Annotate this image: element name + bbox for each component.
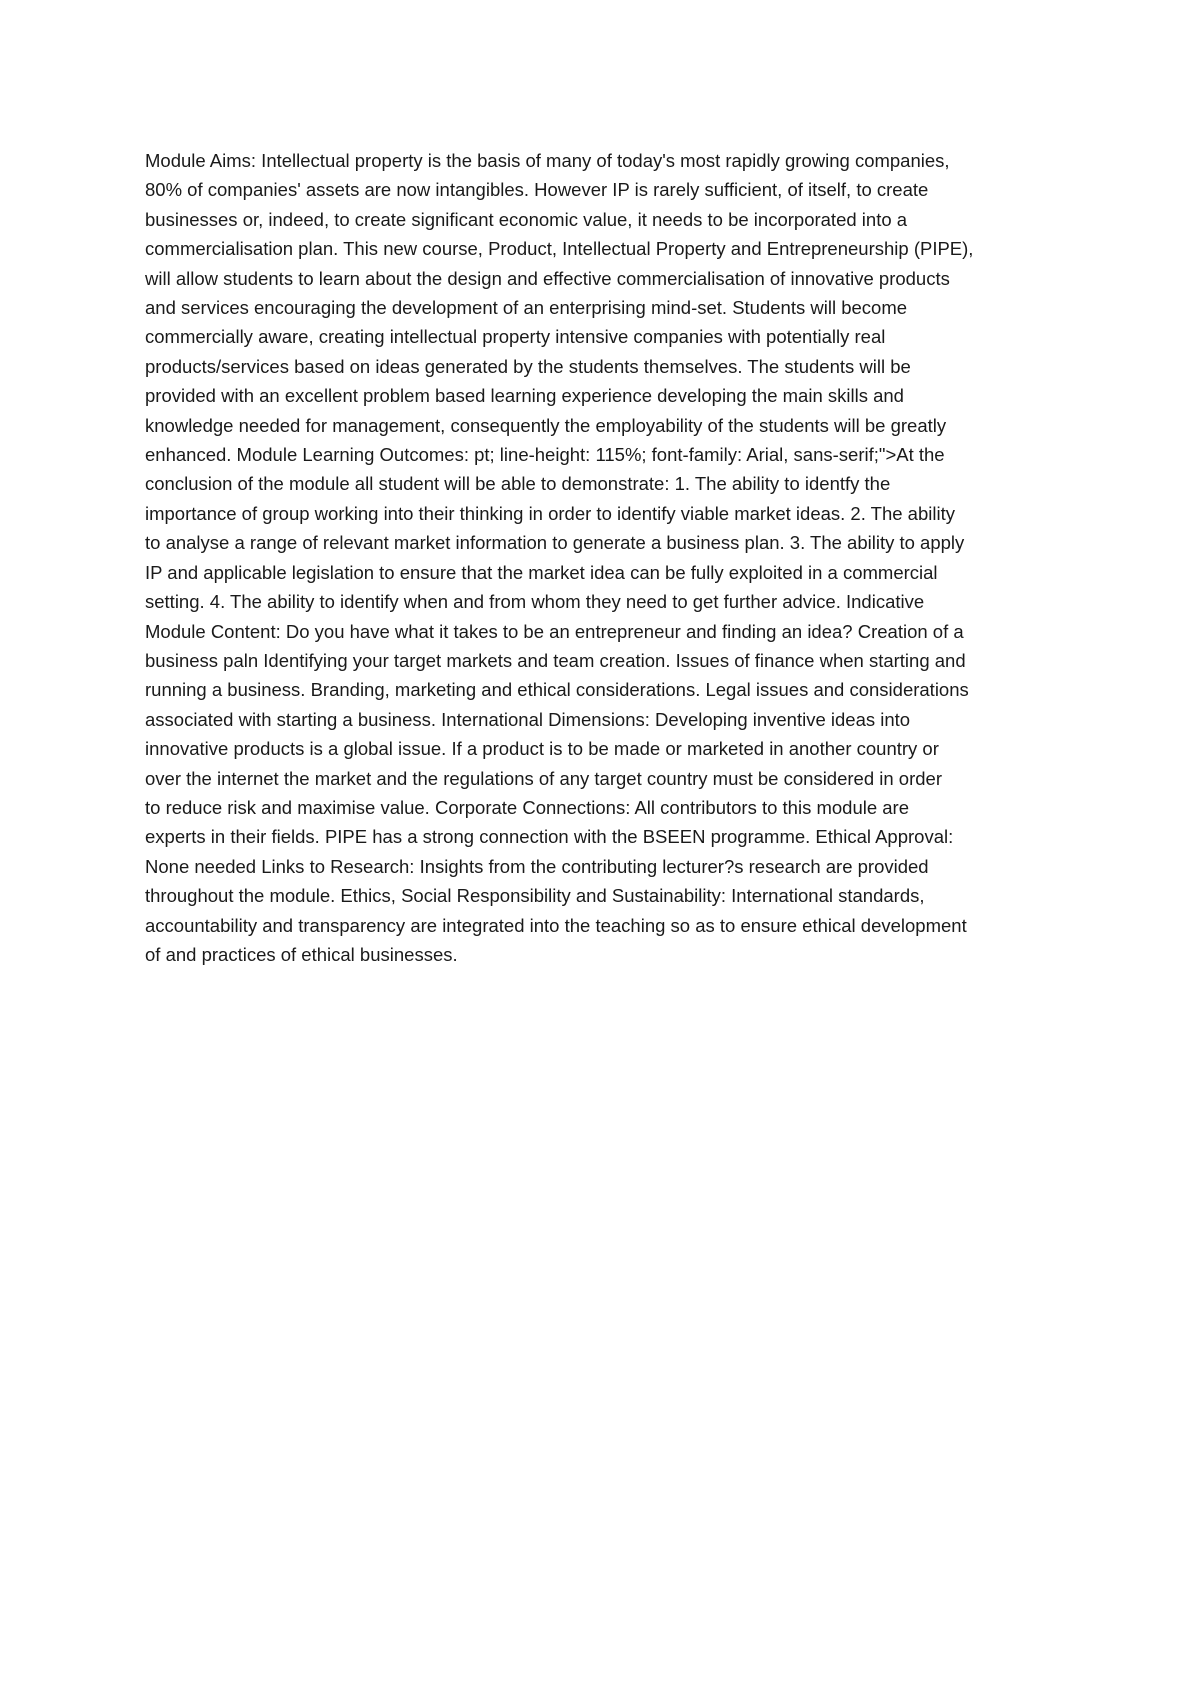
text-line: IP and applicable legislation to ensure that the market idea can be fully exploited in a commercial (145, 561, 938, 583)
text-line: associated with starting a business. International Dimensions: Developing inventive ideas into (145, 708, 911, 730)
text-line: experts in their fields. PIPE has a strong connection with the BSEEN programme. Ethical Approval: (145, 826, 954, 848)
text-line: accountability and transparency are integrated into the teaching so as to ensure ethical development (145, 914, 967, 936)
text-line: conclusion of the module all student will be able to demonstrate: 1. The ability to identfy the (145, 473, 891, 495)
text-line: knowledge needed for management, consequently the employability of the students will be greatly (145, 414, 947, 436)
text-line: innovative products is a global issue. If a product is to be made or marketed in another country or (145, 738, 939, 760)
text-line: provided with an excellent problem based learning experience developing the main skills and (145, 385, 904, 407)
text-line: commercially aware, creating intellectual property intensive companies with potentially real (145, 326, 886, 348)
text-line: to reduce risk and maximise value. Corporate Connections: All contributors to this module are (145, 796, 910, 818)
text-line: of and practices of ethical businesses. (145, 943, 458, 965)
text-line: businesses or, indeed, to create significant economic value, it needs to be incorporated into a (145, 208, 908, 230)
text-line: to analyse a range of relevant market information to generate a business plan. 3. The ability to apply (145, 532, 965, 554)
text-line: and services encouraging the development of an enterprising mind-set. Students will become (145, 297, 908, 319)
text-line: products/services based on ideas generated by the students themselves. The students will be (145, 355, 911, 377)
text-line: 80% of companies' assets are now intangibles. However IP is rarely sufficient, of itself, to create (145, 179, 929, 201)
text-line: enhanced. Module Learning Outcomes: pt; line-height: 115%; font-family: Arial, sans-serif;">At the (145, 444, 945, 466)
text-line: commercialisation plan. This new course, Product, Intellectual Property and Entrepreneurship (PIPE), (145, 238, 974, 260)
text-line: will allow students to learn about the design and effective commercialisation of innovative products (145, 267, 950, 289)
text-line: running a business. Branding, marketing and ethical considerations. Legal issues and considerations (145, 679, 969, 701)
text-line: business paln Identifying your target markets and team creation. Issues of finance when starting and (145, 649, 966, 671)
text-line: over the internet the market and the regulations of any target country must be considered in order (145, 767, 942, 789)
module-description-paragraph (145, 146, 1075, 969)
text-line: importance of group working into their thinking in order to identify viable market ideas. 2. The ability (145, 502, 955, 524)
text-line: setting. 4. The ability to identify when and from whom they need to get further advice. Indicative (145, 591, 925, 613)
text-line: Module Aims: Intellectual property is the basis of many of today's most rapidly growing companies, (145, 150, 950, 171)
text-line: throughout the module. Ethics, Social Responsibility and Sustainability: International standards, (145, 885, 925, 907)
text-line: None needed Links to Research: Insights from the contributing lecturer?s research are provided (145, 855, 929, 877)
text-line: Module Content: Do you have what it takes to be an entrepreneur and finding an idea? Creation of a (145, 620, 964, 642)
